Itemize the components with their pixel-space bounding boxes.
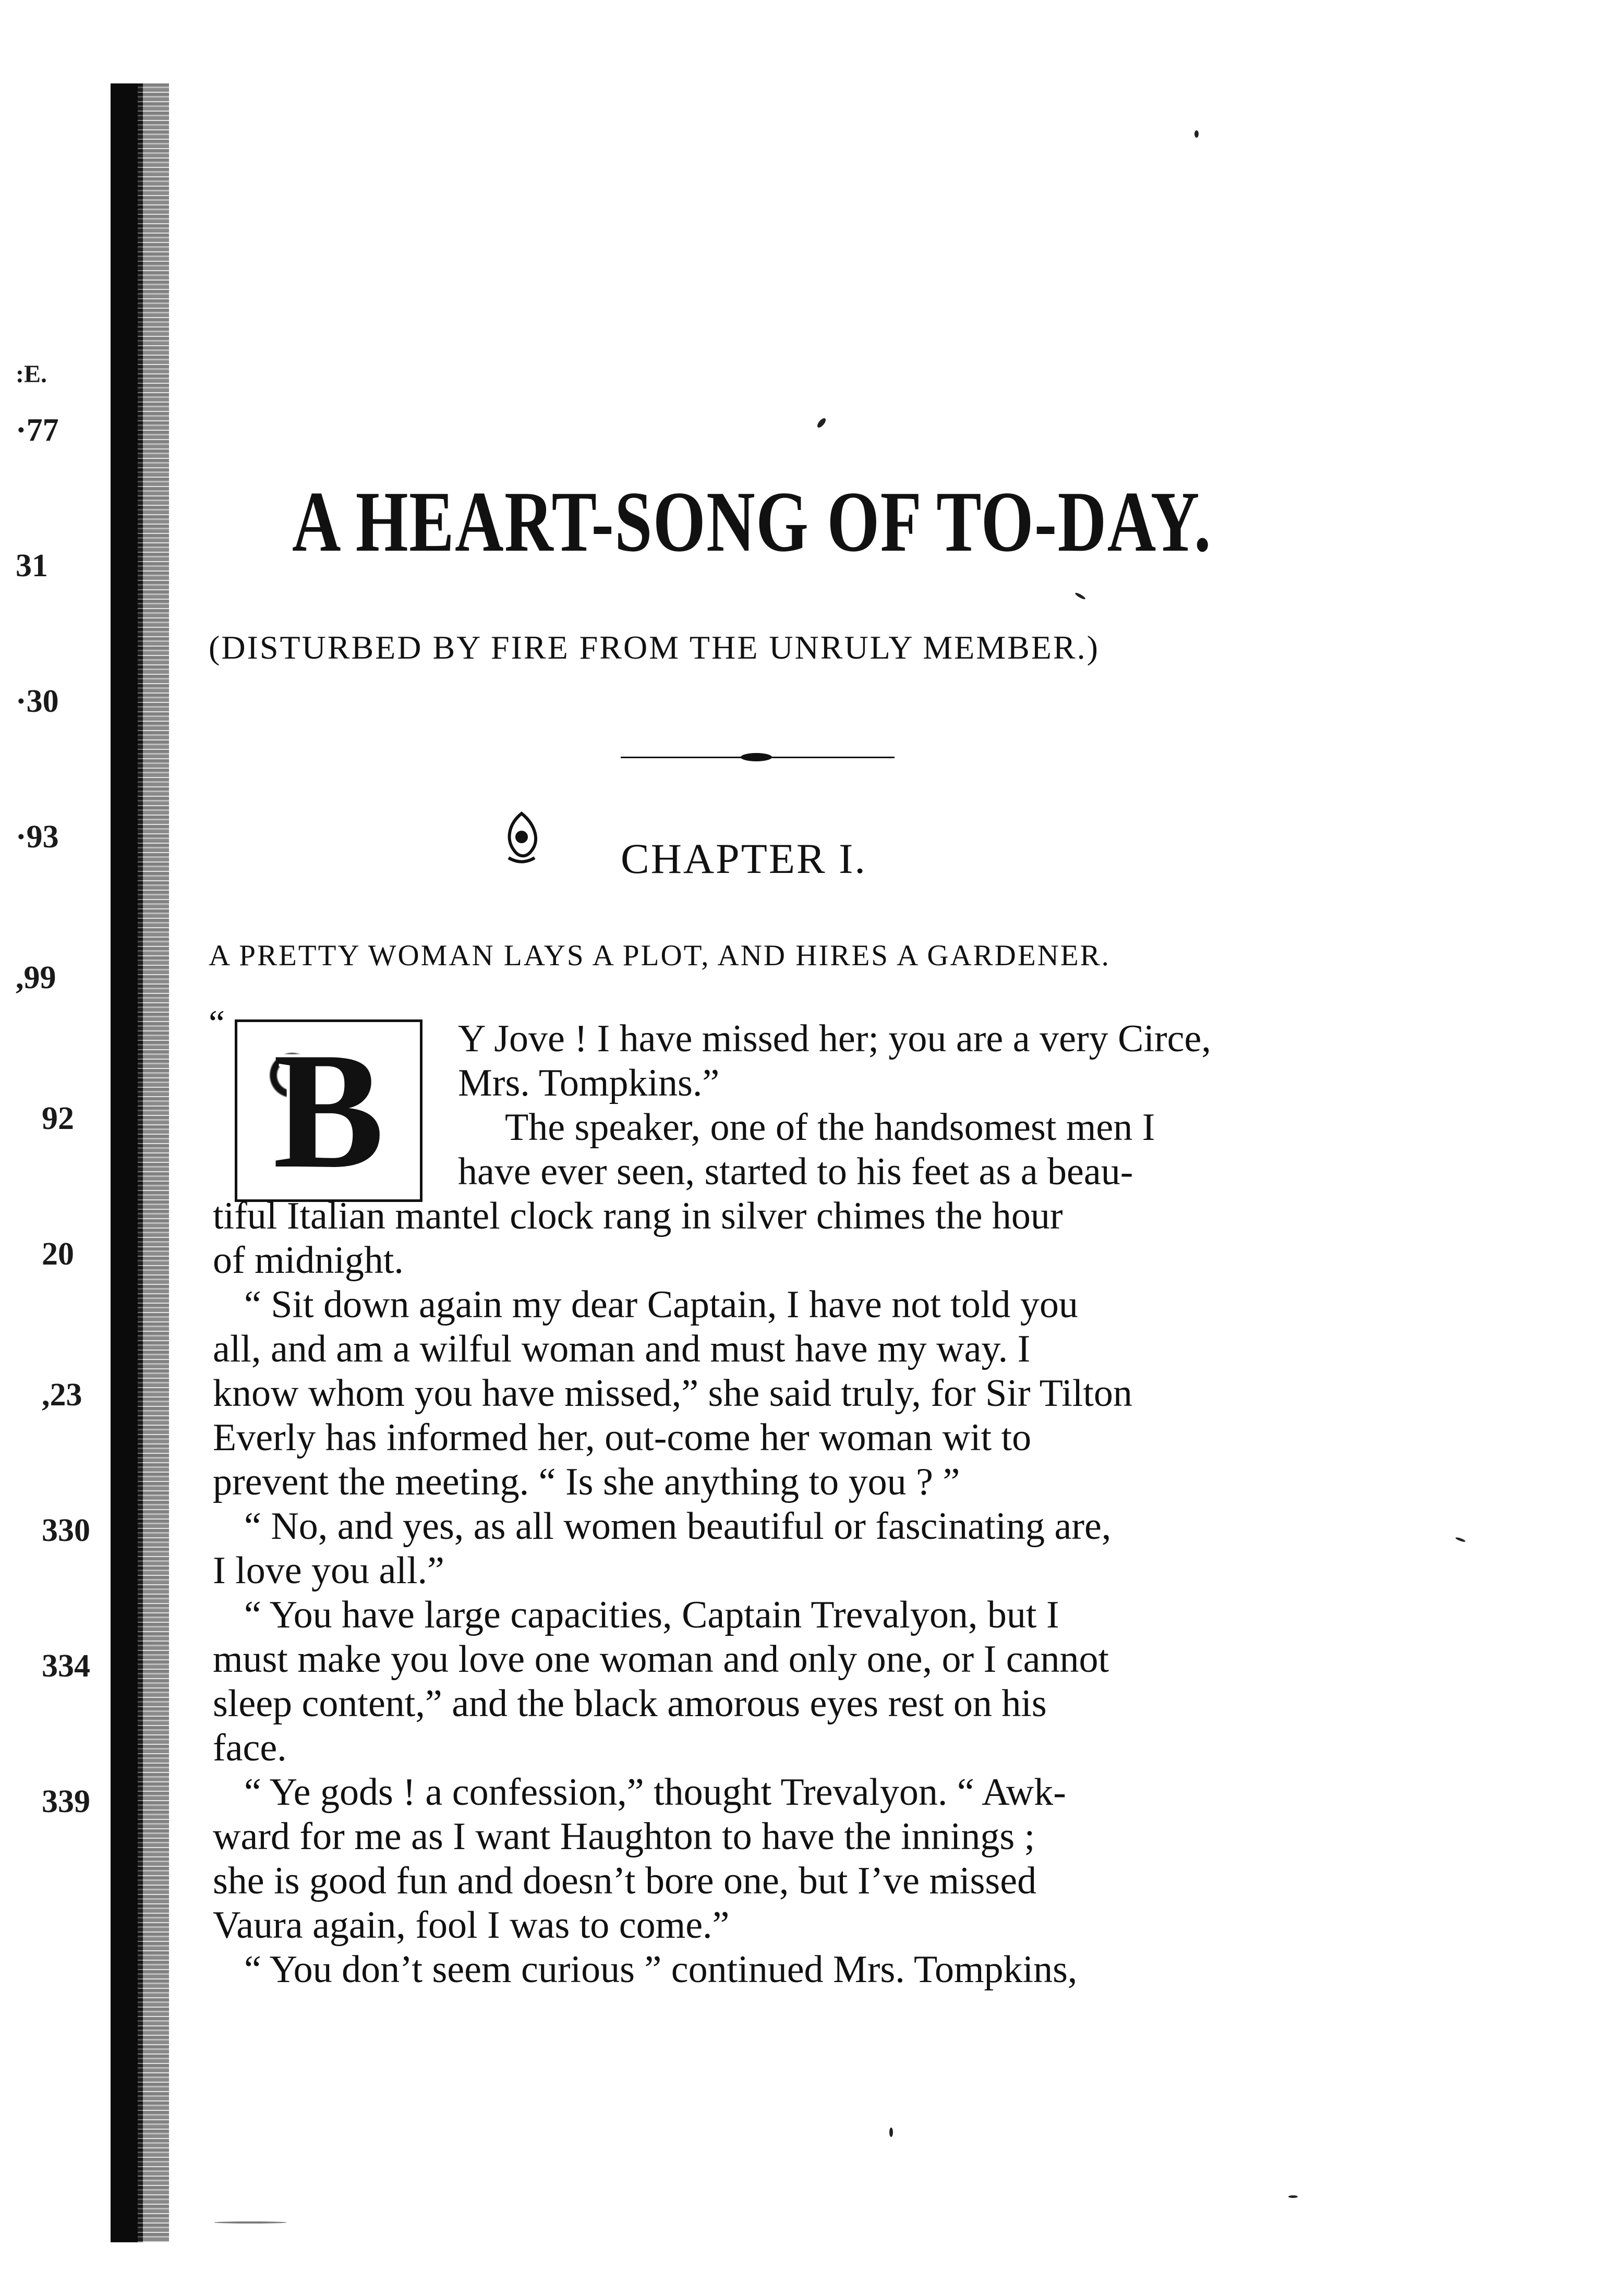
text-line: must make you love one woman and only one, or I cannot	[213, 1638, 1109, 1681]
margin-number: ·93	[16, 819, 59, 855]
body-text	[213, 1017, 1308, 1992]
text-line: “ Sit down again my dear Captain, I have not told you	[244, 1283, 1078, 1326]
text-line: Mrs. Tompkins.”	[458, 1062, 720, 1104]
page-title: A HEART-SONG OF TO-DAY.	[292, 473, 1212, 569]
chapter-ornament-icon	[498, 808, 545, 866]
margin-number: :E.	[16, 360, 47, 388]
speck	[214, 2221, 287, 2224]
text-line: I love you all.”	[213, 1549, 444, 1592]
text-line: sleep content,” and the black amorous eyes rest on his	[213, 1682, 1047, 1725]
speck	[889, 2128, 893, 2137]
text-line: all, and am a wilful woman and must have my way. I	[213, 1328, 1031, 1370]
drop-cap-glyph: B	[273, 1018, 384, 1203]
margin-number: 330	[42, 1513, 90, 1548]
margin-number: ,23	[42, 1377, 82, 1413]
text-line: she is good fun and doesn’t bore one, but I’ve missed	[213, 1860, 1037, 1902]
text-line: ward for me as I want Haughton to have the innings ;	[213, 1815, 1035, 1858]
text-line: “ No, and yes, as all women beautiful or fascinating are,	[244, 1505, 1112, 1548]
speck	[1455, 1537, 1466, 1543]
margin-number: 31	[16, 548, 48, 584]
speck	[816, 417, 827, 429]
margin-number: ·77	[16, 412, 59, 448]
open-quote: “	[209, 1003, 225, 1043]
text-line: have ever seen, started to his feet as a beau-	[458, 1150, 1133, 1193]
chapter-subtitle: A PRETTY WOMAN LAYS A PLOT, AND HIRES A GARDENER.	[209, 939, 1110, 972]
decorative-rule	[621, 755, 895, 759]
text-line: “ Ye gods ! a confession,” thought Trevalyon. “ Awk-	[244, 1771, 1066, 1814]
text-line: Vaura again, fool I was to come.”	[213, 1904, 730, 1947]
margin-number: 339	[42, 1784, 90, 1819]
text-line: The speaker, one of the handsomest men I	[505, 1106, 1155, 1149]
text-line: face.	[213, 1727, 287, 1769]
book-spine	[111, 83, 143, 2242]
speck	[1074, 592, 1086, 600]
text-line: of midnight.	[213, 1239, 404, 1282]
text-line: “ You don’t seem curious ” continued Mrs. Tompkins,	[244, 1948, 1078, 1991]
text-line: Everly has informed her, out-come her woman wit to	[213, 1416, 1032, 1459]
speck	[1288, 2195, 1298, 2198]
margin-number: 92	[42, 1101, 74, 1136]
text-line: know whom you have missed,” she said truly, for Sir Tilton	[213, 1372, 1132, 1415]
margin-number: ,99	[16, 960, 56, 995]
text-line: Y Jove ! I have missed her; you are a very Circe,	[458, 1017, 1211, 1060]
page-subtitle: (DISTURBED BY FIRE FROM THE UNRULY MEMBER.)	[209, 629, 1100, 666]
text-line: tiful Italian mantel clock rang in silver chimes the hour	[213, 1195, 1063, 1237]
speck	[1194, 130, 1199, 138]
text-line: “ You have large capacities, Captain Trevalyon, but I	[244, 1594, 1059, 1636]
text-line: prevent the meeting. “ Is she anything to you ? ”	[213, 1461, 960, 1503]
margin-number: 20	[42, 1236, 74, 1272]
margin-number: ·30	[16, 684, 59, 719]
margin-number: 334	[42, 1648, 90, 1684]
chapter-heading: CHAPTER I.	[621, 835, 867, 882]
